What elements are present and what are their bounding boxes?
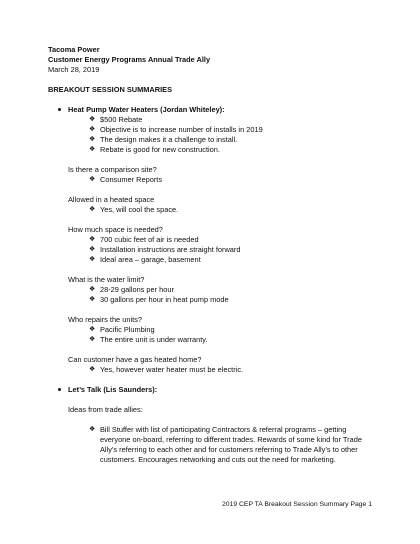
diamond-bullet-icon: ❖ <box>89 116 96 123</box>
diamond-bullet-icon: ❖ <box>89 236 96 243</box>
list-item: ❖ Objective is to increase number of installs in 2019 <box>89 125 263 134</box>
question: Is there a comparison site? <box>68 165 157 174</box>
session-1-heading <box>48 105 388 115</box>
paragraph-line: customers. Encourages networking and cuts out the need for marketing. <box>100 455 336 464</box>
session-1-title: Heat Pump Water Heaters (Jordan Whiteley): <box>68 105 225 114</box>
answer-item: ❖ 700 cubic feet of air is needed <box>89 235 199 244</box>
question: Who repairs the units? <box>68 315 142 324</box>
section-heading: BREAKOUT SESSION SUMMARIES <box>48 85 173 94</box>
session-2-intro: Ideas from trade allies: <box>68 405 143 414</box>
event-name: Customer Energy Programs Annual Trade Ally <box>48 55 211 64</box>
answer-item: ❖ Yes, will cool the space. <box>89 205 179 214</box>
diamond-bullet-icon: ❖ <box>89 176 96 183</box>
document-body <box>48 45 388 465</box>
org-name: Tacoma Power <box>48 45 100 54</box>
diamond-bullet-icon: ❖ <box>89 426 96 433</box>
diamond-bullet-icon: ❖ <box>89 366 96 373</box>
diamond-bullet-icon: ❖ <box>89 336 96 343</box>
diamond-bullet-icon: ❖ <box>89 126 96 133</box>
diamond-bullet-icon: ❖ <box>89 136 96 143</box>
paragraph-line: Bill Stuffer with list of participating Contractors & referral programs – getting <box>100 425 347 434</box>
diamond-bullet-icon: ❖ <box>89 256 96 263</box>
diamond-bullet-icon: ❖ <box>89 286 96 293</box>
answer-item: ❖ 28-29 gallons per hour <box>89 285 174 294</box>
question: Can customer have a gas heated home? <box>68 355 202 364</box>
paragraph-item <box>48 425 388 465</box>
list-item: ❖ The design makes it a challenge to install. <box>89 135 238 144</box>
session-2-heading <box>48 385 388 395</box>
diamond-bullet-icon: ❖ <box>89 246 96 253</box>
diamond-bullet-icon: ❖ <box>89 146 96 153</box>
question: Allowed in a heated space <box>68 195 155 204</box>
page-footer: 2019 CEP TA Breakout Session Summary Page 1 <box>222 501 372 508</box>
question: How much space is needed? <box>68 225 163 234</box>
list-item: ❖ $500 Rebate <box>89 115 143 124</box>
answer-item: ❖ Pacific Plumbing <box>89 325 155 334</box>
paragraph-line: Ally’s referring to each other and for customers referring to Trade Ally’s to other <box>100 445 358 454</box>
event-date: March 28, 2019 <box>48 65 100 74</box>
bullet-icon <box>58 388 61 391</box>
answer-item: ❖ The entire unit is under warranty. <box>89 335 208 344</box>
answer-item: ❖ Consumer Reports <box>89 175 163 184</box>
answer-item: ❖ Ideal area – garage, basement <box>89 255 201 264</box>
question: What is the water limit? <box>68 275 145 284</box>
bullet-icon <box>58 108 61 111</box>
answer-item: ❖ Yes, however water heater must be electric. <box>89 365 244 374</box>
list-item: ❖ Rebate is good for new construction. <box>89 145 220 154</box>
session-2-title: Let’s Talk (Lis Saunders): <box>68 385 158 394</box>
diamond-bullet-icon: ❖ <box>89 296 96 303</box>
answer-item: ❖ 30 gallons per hour in heat pump mode <box>89 295 229 304</box>
paragraph-line: everyone on-board, referring to different trades. Rewards of some kind for Trade <box>100 435 362 444</box>
answer-item: ❖ Installation instructions are straight forward <box>89 245 241 254</box>
diamond-bullet-icon: ❖ <box>89 206 96 213</box>
diamond-bullet-icon: ❖ <box>89 326 96 333</box>
